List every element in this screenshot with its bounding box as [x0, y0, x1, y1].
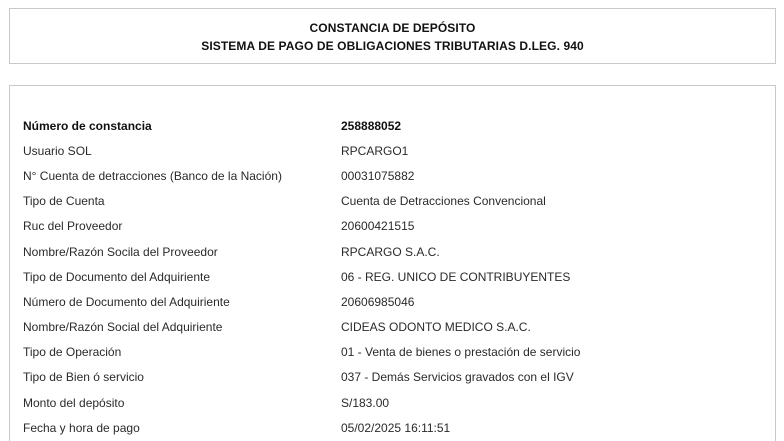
label-tipo-operacion: Tipo de Operación	[23, 345, 122, 360]
row-tipo-operacion	[23, 340, 741, 365]
value-fecha-hora-pago: 05/02/2025 16:11:51	[341, 420, 451, 435]
value-nombre-proveedor: RPCARGO S.A.C.	[341, 244, 440, 259]
label-numero-constancia: Número de constancia	[23, 118, 152, 133]
label-nombre-adquiriente: Nombre/Razón Social del Adquiriente	[23, 320, 223, 335]
label-numero-documento-adquiriente: Número de Documento del Adquiriente	[23, 294, 230, 309]
value-tipo-documento-adquiriente: 06 - REG. UNICO DE CONTRIBUYENTES	[341, 269, 571, 284]
row-usuario-sol	[23, 138, 741, 163]
row-tipo-bien-servicio	[23, 365, 741, 390]
label-ruc-proveedor: Ruc del Proveedor	[23, 219, 123, 234]
row-tipo-cuenta	[23, 189, 741, 214]
label-tipo-bien-servicio: Tipo de Bien ó servicio	[23, 370, 144, 385]
label-tipo-documento-adquiriente: Tipo de Documento del Adquiriente	[23, 269, 211, 284]
row-numero-documento-adquiriente	[23, 289, 741, 314]
row-nombre-proveedor	[23, 239, 741, 264]
value-usuario-sol: RPCARGO1	[341, 143, 409, 158]
page-title: CONSTANCIA DE DEPÓSITO	[309, 21, 476, 35]
details-box	[9, 85, 776, 441]
row-fecha-hora-pago	[23, 415, 741, 440]
label-fecha-hora-pago: Fecha y hora de pago	[23, 420, 140, 435]
row-ruc-proveedor	[23, 214, 741, 239]
label-monto-deposito: Monto del depósito	[23, 395, 125, 410]
value-cuenta-detracciones: 00031075882	[341, 168, 415, 183]
label-cuenta-detracciones: N° Cuenta de detracciones (Banco de la Nación)	[23, 168, 282, 183]
row-numero-constancia	[23, 113, 741, 138]
row-monto-deposito	[23, 390, 741, 415]
value-tipo-operacion: 01 - Venta de bienes o prestación de servicio	[341, 345, 581, 360]
value-nombre-adquiriente: CIDEAS ODONTO MEDICO S.A.C.	[341, 320, 531, 335]
header-box	[9, 8, 776, 64]
value-numero-constancia: 258888052	[341, 118, 402, 133]
value-monto-deposito: S/183.00	[341, 395, 390, 410]
label-usuario-sol: Usuario SOL	[23, 143, 92, 158]
value-numero-documento-adquiriente: 20606985046	[341, 294, 415, 309]
row-nombre-adquiriente	[23, 315, 741, 340]
value-tipo-bien-servicio: 037 - Demás Servicios gravados con el IGV	[341, 370, 574, 385]
page-subtitle: SISTEMA DE PAGO DE OBLIGACIONES TRIBUTARIAS D.LEG. 940	[201, 39, 584, 53]
value-tipo-cuenta: Cuenta de Detracciones Convencional	[341, 194, 546, 209]
details-table	[23, 113, 741, 440]
value-ruc-proveedor: 20600421515	[341, 219, 415, 234]
row-cuenta-detracciones	[23, 163, 741, 188]
label-tipo-cuenta: Tipo de Cuenta	[23, 194, 105, 209]
label-nombre-proveedor: Nombre/Razón Socila del Proveedor	[23, 244, 218, 259]
row-tipo-documento-adquiriente	[23, 264, 741, 289]
